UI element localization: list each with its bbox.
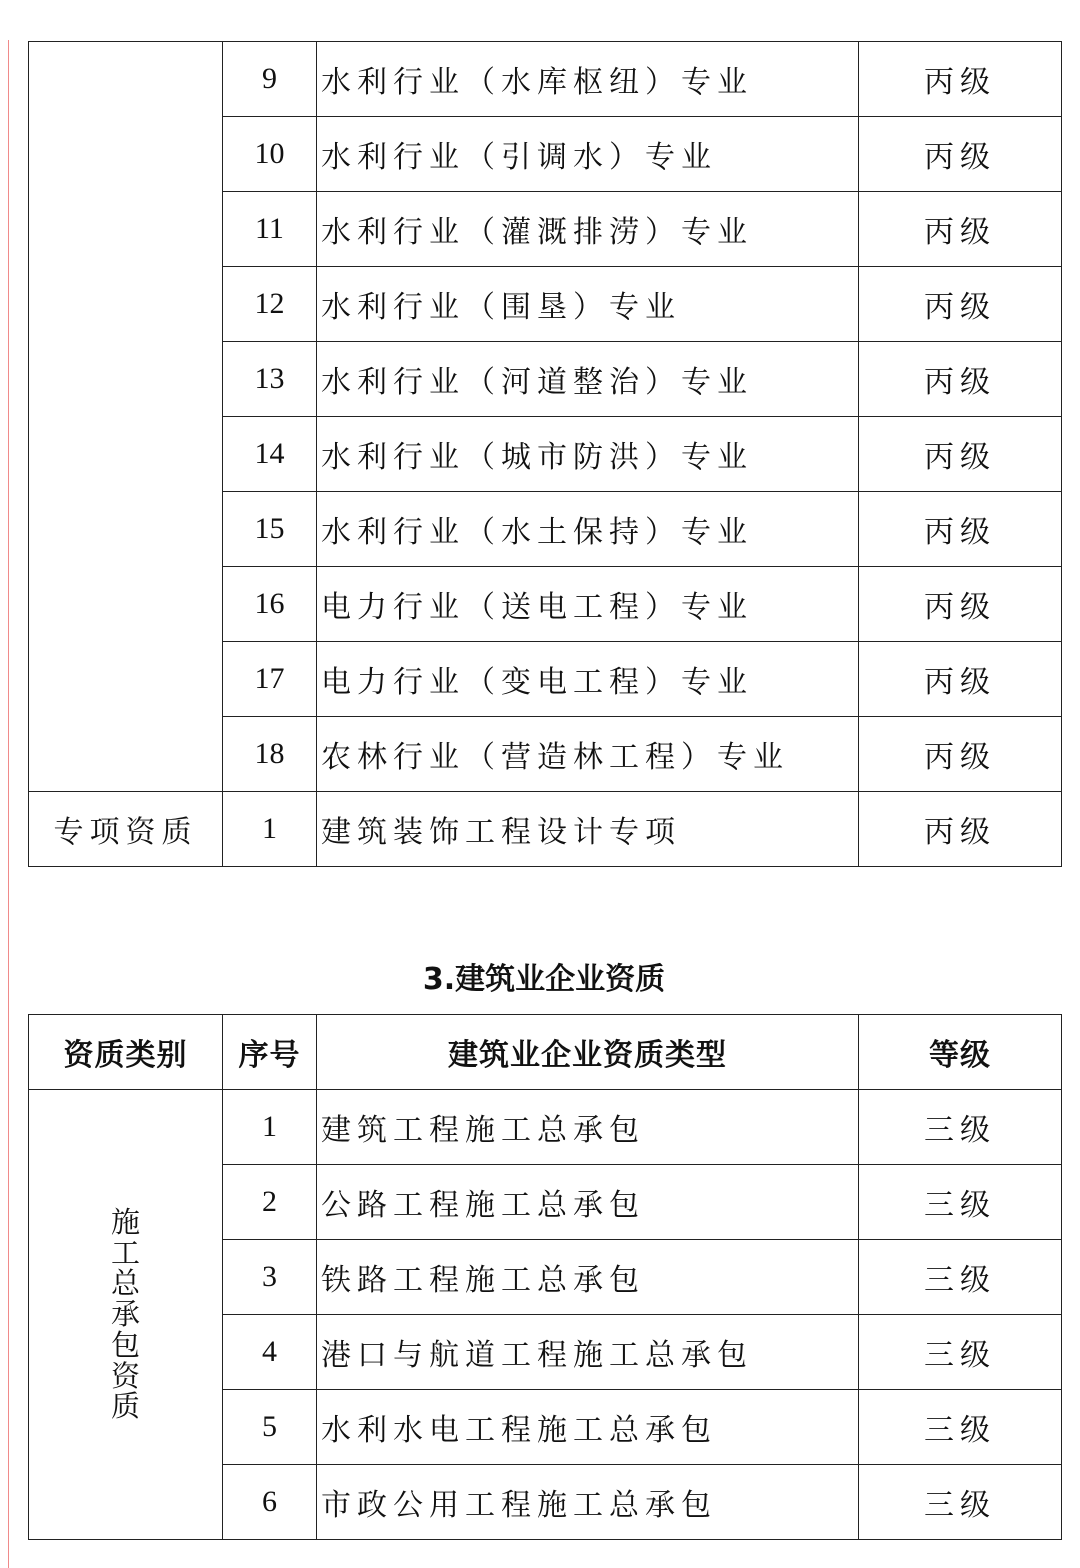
qualification-grade: 三级	[859, 1090, 1062, 1165]
row-number: 13	[223, 342, 317, 417]
qualification-grade: 丙级	[859, 492, 1062, 567]
row-number: 11	[223, 192, 317, 267]
qualification-grade: 丙级	[859, 192, 1062, 267]
qualification-name: 港口与航道工程施工总承包	[317, 1315, 859, 1390]
qualification-grade: 三级	[859, 1390, 1062, 1465]
row-number: 12	[223, 267, 317, 342]
qualification-name: 农林行业（营造林工程）专业	[317, 717, 859, 792]
row-number: 17	[223, 642, 317, 717]
category-char: 资	[110, 1358, 140, 1393]
category-char: 工	[110, 1235, 140, 1270]
table-row	[29, 1090, 1062, 1165]
row-number: 1	[223, 792, 317, 867]
row-number: 2	[223, 1165, 317, 1240]
qualification-grade: 丙级	[859, 417, 1062, 492]
qualification-grade: 丙级	[859, 342, 1062, 417]
qualification-name: 铁路工程施工总承包	[317, 1240, 859, 1315]
qualification-name: 市政公用工程施工总承包	[317, 1465, 859, 1540]
qualification-grade: 丙级	[859, 117, 1062, 192]
qualification-name: 水利行业（水库枢纽）专业	[317, 42, 859, 117]
row-number: 3	[223, 1240, 317, 1315]
qualification-name: 水利行业（水土保持）专业	[317, 492, 859, 567]
row-number: 10	[223, 117, 317, 192]
table-row	[29, 792, 1062, 867]
category-cell: 专项资质	[29, 792, 223, 867]
row-number: 4	[223, 1315, 317, 1390]
qualification-grade: 丙级	[859, 567, 1062, 642]
qualification-name: 水利行业（围垦）专业	[317, 267, 859, 342]
row-number: 18	[223, 717, 317, 792]
category-cell-vertical	[29, 1090, 223, 1540]
qualification-name: 公路工程施工总承包	[317, 1165, 859, 1240]
category-char: 质	[110, 1389, 140, 1424]
qualification-name: 水利水电工程施工总承包	[317, 1390, 859, 1465]
qualification-name: 电力行业（送电工程）专业	[317, 567, 859, 642]
qualification-name: 电力行业（变电工程）专业	[317, 642, 859, 717]
column-header-number: 序号	[223, 1015, 317, 1090]
category-char: 施	[110, 1204, 140, 1239]
design-qualification-table	[28, 41, 1062, 867]
qualification-grade: 三级	[859, 1165, 1062, 1240]
table-header-row	[29, 1015, 1062, 1090]
category-cell-blank	[29, 42, 223, 792]
row-number: 15	[223, 492, 317, 567]
row-number: 9	[223, 42, 317, 117]
qualification-name: 水利行业（灌溉排涝）专业	[317, 192, 859, 267]
qualification-grade: 丙级	[859, 642, 1062, 717]
section-title: 3.建筑业企业资质	[422, 962, 666, 997]
row-number: 14	[223, 417, 317, 492]
table-row	[29, 42, 1062, 117]
qualification-grade: 丙级	[859, 717, 1062, 792]
qualification-grade: 丙级	[859, 792, 1062, 867]
row-number: 16	[223, 567, 317, 642]
category-char: 包	[110, 1327, 140, 1362]
page-margin-line	[8, 40, 9, 1568]
qualification-grade: 三级	[859, 1465, 1062, 1540]
qualification-name: 水利行业（城市防洪）专业	[317, 417, 859, 492]
qualification-grade: 三级	[859, 1240, 1062, 1315]
row-number: 6	[223, 1465, 317, 1540]
qualification-name: 建筑装饰工程设计专项	[317, 792, 859, 867]
qualification-grade: 丙级	[859, 267, 1062, 342]
qualification-name: 建筑工程施工总承包	[317, 1090, 859, 1165]
qualification-name: 水利行业（引调水）专业	[317, 117, 859, 192]
column-header-category: 资质类别	[29, 1015, 223, 1090]
construction-qualification-table	[28, 1014, 1062, 1540]
qualification-name: 水利行业（河道整治）专业	[317, 342, 859, 417]
qualification-grade: 三级	[859, 1315, 1062, 1390]
row-number: 5	[223, 1390, 317, 1465]
column-header-type: 建筑业企业资质类型	[317, 1015, 859, 1090]
category-char: 总	[110, 1266, 140, 1301]
category-char: 承	[110, 1297, 140, 1332]
qualification-grade: 丙级	[859, 42, 1062, 117]
row-number: 1	[223, 1090, 317, 1165]
column-header-grade: 等级	[859, 1015, 1062, 1090]
